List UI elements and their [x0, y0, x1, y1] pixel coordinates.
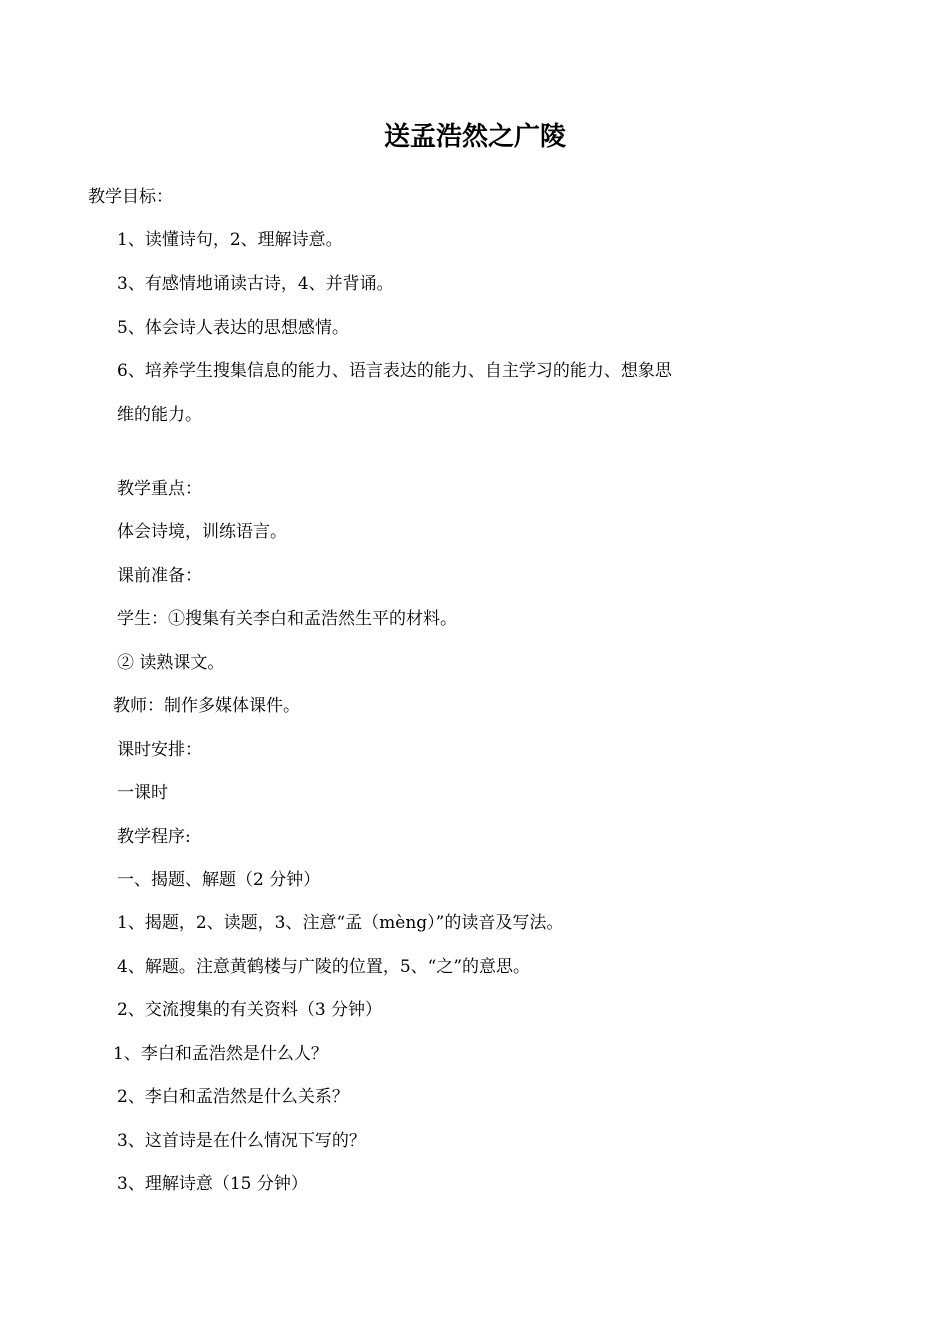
procedure-line: 一、揭题、解题（2 分钟） [117, 870, 321, 890]
procedure-line: 3、理解诗意（15 分钟） [117, 1174, 308, 1194]
procedure-line: 1、揭题，2、读题，3、注意“孟（mèng）”的读音及写法。 [117, 913, 564, 933]
focus-heading: 教学重点： [117, 479, 202, 499]
schedule-text: 一课时 [117, 783, 168, 803]
prep-student-2: ② 读熟课文。 [117, 653, 225, 673]
schedule-heading: 课时安排： [117, 740, 202, 760]
procedure-line: 3、这首诗是在什么情况下写的？ [117, 1131, 366, 1151]
procedure-heading: 教学程序: [117, 827, 191, 847]
procedure-line: 4、解题。注意黄鹤楼与广陵的位置，5、“之”的意思。 [117, 957, 531, 977]
objective-line: 5、体会诗人表达的思想感情。 [117, 318, 349, 338]
document-title: 送孟浩然之广陵 [383, 122, 566, 152]
prep-student: 学生：①搜集有关李白和孟浩然生平的材料。 [117, 609, 457, 629]
procedure-line: 1、李白和孟浩然是什么人？ [113, 1044, 328, 1064]
objective-line: 3、有感情地诵读古诗，4、并背诵。 [117, 274, 394, 294]
procedure-line: 2、李白和孟浩然是什么关系？ [117, 1087, 349, 1107]
procedure-line: 2、交流搜集的有关资料（3 分钟） [117, 1000, 383, 1020]
prep-heading: 课前准备： [117, 566, 202, 586]
objective-line: 6、培养学生搜集信息的能力、语言表达的能力、自主学习的能力、想象思 [117, 361, 672, 381]
focus-text: 体会诗境，训练语言。 [117, 522, 287, 542]
prep-teacher: 教师：制作多媒体课件。 [113, 696, 300, 716]
objective-line: 1、读懂诗句，2、理解诗意。 [117, 230, 343, 250]
objectives-heading: 教学目标： [88, 187, 173, 207]
objective-line: 维的能力。 [117, 405, 202, 425]
